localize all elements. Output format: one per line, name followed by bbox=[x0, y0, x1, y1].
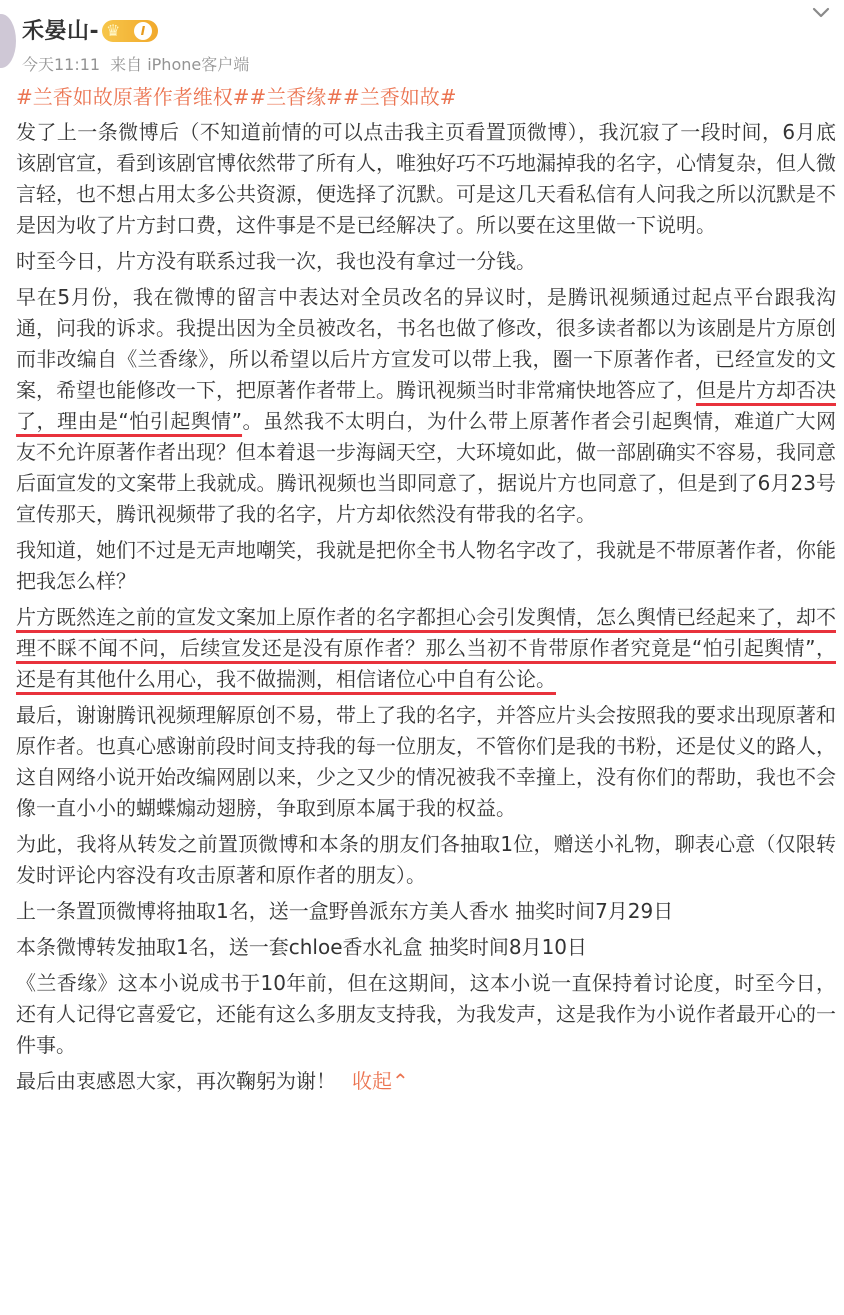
paragraph-3-part-b: 。虽然我不太明白，为什么带上原著作者会引起舆情，难道广大网友不允许原著作者出现？但本着退一步海阔天空，大环境如此，做一部剧确实不容易，我同意后面宣发的文案带上我就成。腾讯视频也当即同意了，据说片方也同意了，但是到了6月23号宣传那天，腾讯视频带了我的名字，片方却依然没有带我的名字。 bbox=[16, 409, 836, 526]
collapse-label: 收起 bbox=[352, 1069, 392, 1093]
paragraph-10: 《兰香缘》这本小说成书于10年前，但在这期间，这本小说一直保持着讨论度，时至今日，还有人记得它喜爱它，还能有这么多朋友支持我，为我发声，这是我作为小说作者最开心的一件事。 bbox=[16, 971, 836, 1057]
paragraph-3 bbox=[16, 282, 836, 530]
underlined-paragraph: 片方既然连之前的宣发文案加上原作者的名字都担心会引发舆情，怎么舆情已经起来了，却不理不睬不闻不问，后续宣发还是没有原作者？那么当初不肯带原作者究竟是“怕引起舆情”，还是有其他什么用心，我不做揣测，相信诸位心中自有公论。 bbox=[16, 605, 836, 691]
paragraph-5 bbox=[16, 602, 836, 695]
paragraph-3-part-a: 早在5月份，我在微博的留言中表达对全员改名的异议时，是腾讯视频通过起点平台跟我沟通，问我的诉求。我提出因为全员被改名，书名也做了修改，很多读者都以为该剧是片方原创而非改编自《兰香缘》，所以希望以后片方宣发可以带上我，圈一下原著作者，已经宣发的文案，希望也能修改一下，把原著作者带上。腾讯视频当时非常痛快地答应了， bbox=[16, 285, 836, 402]
underlined-quote: 但是片方却否决了，理由是“怕引起舆情” bbox=[16, 378, 836, 433]
username[interactable]: 禾晏山- bbox=[22, 19, 100, 44]
paragraph-11 bbox=[16, 1066, 836, 1097]
collapse-link[interactable] bbox=[352, 1069, 409, 1093]
post-body bbox=[16, 82, 836, 1102]
paragraph-9: 本条微博转发抽取1名，送一套chloe香水礼盒 抽奖时间8月10日 bbox=[16, 935, 588, 959]
vip-badge[interactable] bbox=[102, 20, 158, 42]
paragraph-8: 上一条置顶微博将抽取1名，送一盒野兽派东方美人香水 抽奖时间7月29日 bbox=[16, 899, 674, 923]
crown-icon: ♛ bbox=[106, 21, 121, 40]
paragraph-2: 时至今日，片方没有联系过我一次，我也没有拿过一分钱。 bbox=[16, 249, 536, 273]
timestamp: 今天11:11 bbox=[22, 55, 101, 74]
paragraph-7: 为此，我将从转发之前置顶微博和本条的朋友们各抽取1位，赠送小礼物，聊表心意（仅限转发时评论内容没有攻击原著和原作者的朋友）。 bbox=[16, 832, 836, 887]
post-source[interactable]: 来自 iPhone客户端 bbox=[110, 55, 250, 74]
vip-level: I bbox=[134, 22, 152, 40]
collapse-arrow-icon: ⌃ bbox=[392, 1069, 409, 1093]
avatar[interactable] bbox=[0, 14, 16, 68]
paragraph-6: 最后，谢谢腾讯视频理解原创不易，带上了我的名字，并答应片头会按照我的要求出现原著和原作者。也真心感谢前段时间支持我的每一位朋友，不管你们是我的书粉，还是仗义的路人，这自网络小说开始改编网剧以来，少之又少的情况被我不幸撞上，没有你们的帮助，我也不会像一直小小的蝴蝶煽动翅膀，争取到原本属于我的权益。 bbox=[16, 703, 836, 820]
closing-text: 最后由衷感恩大家，再次鞠躬为谢！ bbox=[16, 1069, 336, 1093]
hashtag-links[interactable]: #兰香如故原著作者维权##兰香缘##兰香如故# bbox=[16, 85, 457, 109]
post-meta bbox=[22, 52, 259, 75]
paragraph-4: 我知道，她们不过是无声地嘲笑，我就是把你全书人物名字改了，我就是不带原著作者，你能把我怎么样？ bbox=[16, 538, 836, 593]
chevron-down-icon[interactable] bbox=[810, 2, 832, 24]
paragraph-1: 发了上一条微博后（不知道前情的可以点击我主页看置顶微博），我沉寂了一段时间，6月底该剧官宣，看到该剧官博依然带了所有人，唯独好巧不巧地漏掉我的名字，心情复杂，但人微言轻，也不想占用太多公共资源，便选择了沉默。可是这几天看私信有人问我之所以沉默是不是因为收了片方封口费，这件事是不是已经解决了。所以要在这里做一下说明。 bbox=[16, 120, 836, 237]
